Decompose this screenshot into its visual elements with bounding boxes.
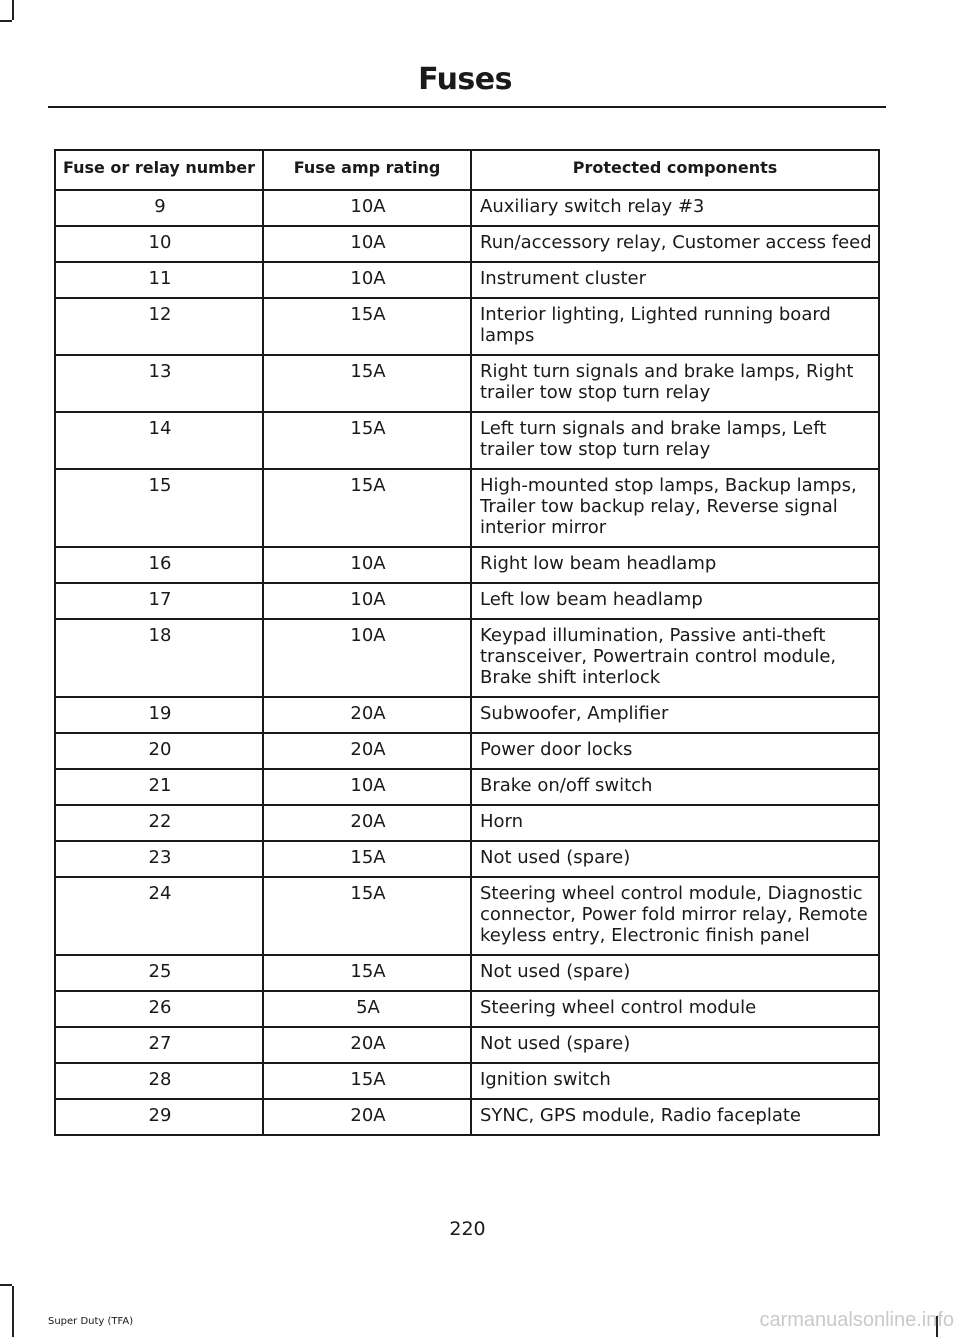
table-row: [55, 841, 879, 877]
fuse-number-cell: 16: [55, 547, 263, 583]
table-row: [55, 769, 879, 805]
page-number: 220: [449, 1218, 486, 1240]
protected-components-cell: High-mounted stop lamps, Backup lamps, Trailer tow backup relay, Reverse signal interior mirror: [471, 469, 879, 547]
protected-components-cell: Steering wheel control module, Diagnostic connector, Power fold mirror relay, Remote keyless entry, Electronic finish panel: [471, 877, 879, 955]
title-rule: [48, 106, 886, 108]
table-row: [55, 805, 879, 841]
protected-components-cell: Right turn signals and brake lamps, Right trailer tow stop turn relay: [471, 355, 879, 412]
table-row: [55, 469, 879, 547]
amp-rating-cell: 5A: [263, 991, 471, 1027]
fuse-number-cell: 14: [55, 412, 263, 469]
watermark: carmanualsonline.info: [759, 1309, 954, 1331]
table-row: [55, 955, 879, 991]
fuse-number-cell: 10: [55, 226, 263, 262]
amp-rating-cell: 15A: [263, 1063, 471, 1099]
amp-rating-cell: 10A: [263, 262, 471, 298]
protected-components-cell: Power door locks: [471, 733, 879, 769]
protected-components-cell: Right low beam headlamp: [471, 547, 879, 583]
fuse-number-cell: 12: [55, 298, 263, 355]
fuse-number-cell: 18: [55, 619, 263, 697]
column-header-fuse-number: Fuse or relay number: [55, 150, 263, 190]
protected-components-cell: Horn: [471, 805, 879, 841]
table-row: [55, 226, 879, 262]
table-row: [55, 547, 879, 583]
page-title: [0, 62, 935, 97]
fuse-number-cell: 26: [55, 991, 263, 1027]
fuse-number-cell: 9: [55, 190, 263, 226]
amp-rating-cell: 15A: [263, 955, 471, 991]
protected-components-cell: Ignition switch: [471, 1063, 879, 1099]
table-row: [55, 298, 879, 355]
table-row: [55, 733, 879, 769]
fuse-number-cell: 11: [55, 262, 263, 298]
table-row: [55, 1099, 879, 1135]
amp-rating-cell: 15A: [263, 841, 471, 877]
amp-rating-cell: 10A: [263, 547, 471, 583]
amp-rating-cell: 10A: [263, 619, 471, 697]
fuse-number-cell: 13: [55, 355, 263, 412]
amp-rating-cell: 15A: [263, 298, 471, 355]
protected-components-cell: Subwoofer, Amplifier: [471, 697, 879, 733]
fuse-number-cell: 28: [55, 1063, 263, 1099]
fuse-number-cell: 27: [55, 1027, 263, 1063]
amp-rating-cell: 20A: [263, 1027, 471, 1063]
protected-components-cell: Left low beam headlamp: [471, 583, 879, 619]
crop-mark-bottom-left-vertical: [12, 1286, 14, 1337]
fuse-number-cell: 25: [55, 955, 263, 991]
table-row: [55, 877, 879, 955]
protected-components-cell: Steering wheel control module: [471, 991, 879, 1027]
table-row: [55, 697, 879, 733]
page-title-text: Fuses: [418, 62, 512, 97]
amp-rating-cell: 20A: [263, 1099, 471, 1135]
fuse-number-cell: 24: [55, 877, 263, 955]
amp-rating-cell: 15A: [263, 412, 471, 469]
protected-components-cell: Keypad illumination, Passive anti-theft transceiver, Powertrain control module, Brake shift interlock: [471, 619, 879, 697]
fuse-table: [54, 149, 880, 1136]
column-header-amp-rating: Fuse amp rating: [263, 150, 471, 190]
protected-components-cell: Not used (spare): [471, 841, 879, 877]
crop-mark-bottom-left-horizontal: [0, 1284, 12, 1286]
table-row: [55, 1063, 879, 1099]
fuse-number-cell: 22: [55, 805, 263, 841]
protected-components-cell: SYNC, GPS module, Radio faceplate: [471, 1099, 879, 1135]
amp-rating-cell: 20A: [263, 697, 471, 733]
amp-rating-cell: 15A: [263, 355, 471, 412]
protected-components-cell: Brake on/off switch: [471, 769, 879, 805]
fuse-number-cell: 21: [55, 769, 263, 805]
crop-mark-top-left-horizontal: [0, 20, 12, 22]
protected-components-cell: Not used (spare): [471, 1027, 879, 1063]
protected-components-cell: Interior lighting, Lighted running board lamps: [471, 298, 879, 355]
amp-rating-cell: 10A: [263, 769, 471, 805]
amp-rating-cell: 15A: [263, 469, 471, 547]
table-row: [55, 190, 879, 226]
fuse-table-body: [55, 190, 879, 1135]
fuse-number-cell: 19: [55, 697, 263, 733]
fuse-number-cell: 29: [55, 1099, 263, 1135]
table-row: [55, 583, 879, 619]
amp-rating-cell: 10A: [263, 583, 471, 619]
fuse-number-cell: 15: [55, 469, 263, 547]
table-row: [55, 355, 879, 412]
amp-rating-cell: 20A: [263, 733, 471, 769]
crop-mark-top-left-vertical: [12, 0, 14, 20]
amp-rating-cell: 10A: [263, 226, 471, 262]
table-row: [55, 412, 879, 469]
protected-components-cell: Left turn signals and brake lamps, Left trailer tow stop turn relay: [471, 412, 879, 469]
amp-rating-cell: 15A: [263, 877, 471, 955]
table-row: [55, 991, 879, 1027]
protected-components-cell: Not used (spare): [471, 955, 879, 991]
protected-components-cell: Instrument cluster: [471, 262, 879, 298]
fuse-number-cell: 23: [55, 841, 263, 877]
amp-rating-cell: 10A: [263, 190, 471, 226]
table-row: [55, 262, 879, 298]
amp-rating-cell: 20A: [263, 805, 471, 841]
document-name: Super Duty (TFA): [48, 1316, 134, 1327]
table-header-row: [55, 150, 879, 190]
column-header-protected-components: Protected components: [471, 150, 879, 190]
table-row: [55, 619, 879, 697]
protected-components-cell: Run/accessory relay, Customer access feed: [471, 226, 879, 262]
protected-components-cell: Auxiliary switch relay #3: [471, 190, 879, 226]
table-row: [55, 1027, 879, 1063]
fuse-number-cell: 20: [55, 733, 263, 769]
fuse-number-cell: 17: [55, 583, 263, 619]
